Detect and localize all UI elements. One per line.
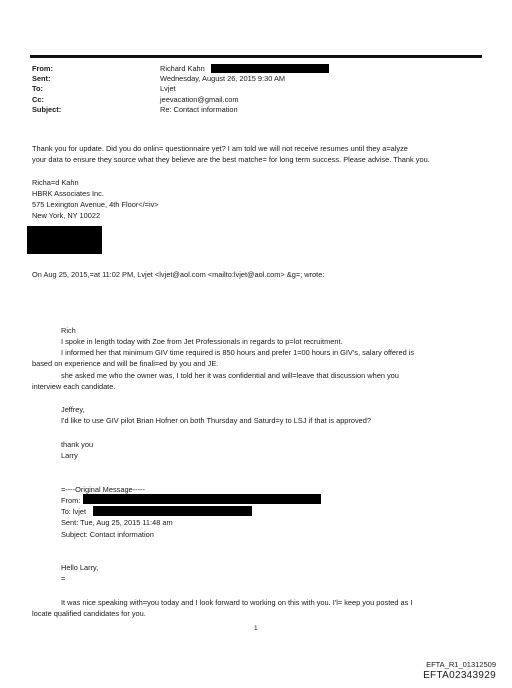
cc-row [32,95,482,105]
quote-salutation: Jeffrey, [61,405,85,414]
quote-line: she asked me who the owner was, I told her it was confidential and will=leave that discussion when you [61,371,399,380]
body-paragraph-line: your data to ensure they source what they believe are the best matche= for long term success. Please advise. Thank you. [32,155,430,164]
from-label: From: [32,64,53,73]
quote-line: based on experience and will be finali=ed by you and JE. [32,359,219,368]
original-salutation: Hello Larry, [61,563,99,572]
subject-label: Subject: [32,104,62,114]
original-from-label: From: [61,496,81,505]
header-rule [30,55,482,58]
sent-value: Wednesday, August 26, 2015 9:30 AM [160,74,286,84]
from-name: Richard Kahn [160,64,205,73]
email-header [32,64,482,115]
cc-value: jeevacation@gmail.com [160,94,239,104]
sent-label: Sent: [32,74,51,84]
original-line: It was nice speaking with=you today and I look forward to working on this with you. I'l= keep you posted as I [61,598,413,607]
body-paragraph-line: Thank you for update. Did you do onlin= questionnaire yet? I am told we will not receive resumes until they a=alyze [32,144,408,153]
bates-number-small: EFTA_R1_01312509 [426,660,496,669]
to-label: To: [32,84,43,94]
quote-line: I spoke in length today with Zoe from Jet Professionals in regards to p=lot recruitment. [61,337,343,346]
original-sent: Sent: Tue, Aug 25, 2015 11:48 am [61,518,173,527]
reply-attribution: On Aug 25, 2015,=at 11:02 PM, Lvjet <lvjet@aol.com <mailto:lvjet@aol.com> &g=; wrote: [32,270,325,279]
quote-line: interview each candidate. [32,382,116,391]
original-line: locate qualified candidates for you. [32,609,146,618]
sent-row [32,74,482,84]
quote-line: I'd like to use GIV pilot Brian Hofner on both Thursday and Saturd=y to LSJ if that is approved? [61,416,372,425]
redaction-block [27,226,102,254]
redaction-bar [93,506,252,516]
quote-salutation: Rich [61,326,76,335]
signature-name: Richa=d Kahn [32,178,79,187]
original-subject: Subject: Contact information [61,530,154,539]
from-value [160,64,482,74]
to-row [32,84,482,94]
quote-line: I informed her that minimum GIV time required is 850 hours and prefer 1=00 hours in GIV's, salary offered is [61,348,415,357]
page-number: 1 [254,625,258,632]
subject-row [32,105,482,115]
from-row [32,64,482,74]
cc-label: Cc: [32,94,44,104]
subject-value: Re: Contact information [160,104,238,114]
original-to: To: lvjet [61,507,87,516]
bates-number-large: EFTA02343929 [423,670,496,681]
quote-signature: Larry [61,451,78,460]
original-message-marker: =----Original Message----- [61,485,145,494]
redaction-bar [83,494,321,504]
to-value: Lvjet [160,84,176,94]
signature-city: New York, NY 10022 [32,211,101,220]
original-equals: = [61,574,66,583]
signature-address: 575 Lexington Avenue, 4th Floor</=iv> [32,200,159,209]
signature-company: HBRK Associates Inc. [32,189,104,198]
quote-closing: thank you [61,440,94,449]
redaction-bar [211,64,329,73]
